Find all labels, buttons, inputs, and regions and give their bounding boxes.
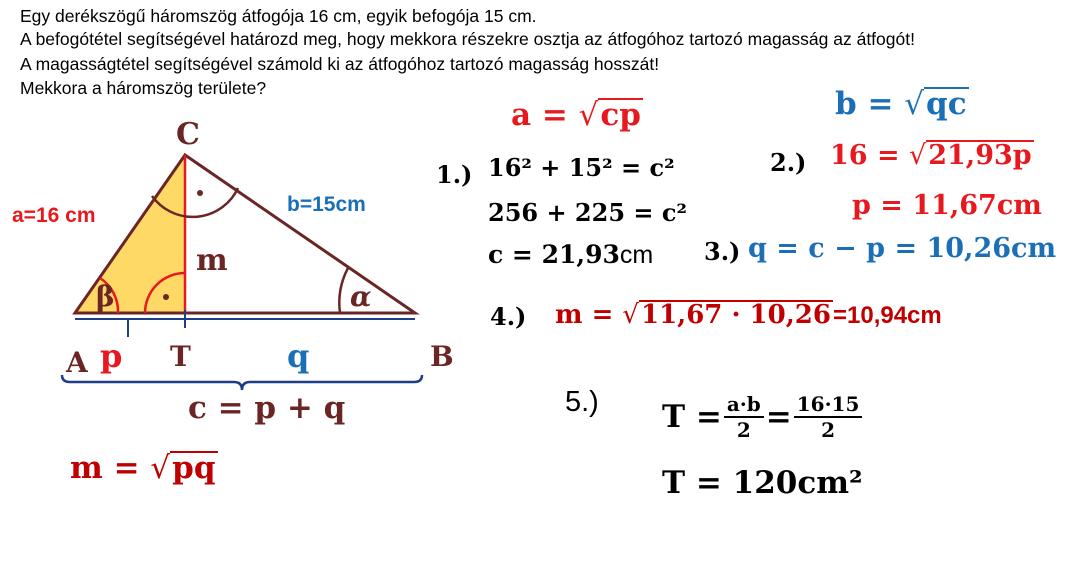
angle-alpha-label: α <box>350 280 372 313</box>
step-4-result: =10,94cm <box>832 302 942 329</box>
step-1-c-unit: cm <box>619 241 654 269</box>
leg-theorem-a-radicand: cp <box>600 97 641 133</box>
height-m-label: m <box>196 243 228 278</box>
problem-line-3: A magasságtétel segítségével számold ki az átfogóhoz tartozó magasság hosszát! <box>20 54 660 74</box>
step-5-equals: = <box>765 399 792 435</box>
step-2-radicand: 21,93p <box>928 140 1032 171</box>
problem-line-4: Mekkora a háromszög területe? <box>20 78 267 98</box>
leg-theorem-b: b = √qc <box>835 86 967 122</box>
problem-line-1: Egy derékszögű háromszög átfogója 16 cm, egyik befogója 15 cm. <box>20 6 537 26</box>
step-1-line-1: 16² + 15² = c² <box>488 153 675 182</box>
step-4-lhs: m = <box>555 300 623 330</box>
step-3-number: 3.) <box>704 237 741 266</box>
step-3-equation: q = c − p = 10,26cm <box>748 233 1057 264</box>
fraction-16-15 <box>794 392 863 442</box>
height-theorem-formula: m = √pq <box>70 450 216 486</box>
step-1-number: 1.) <box>436 160 473 189</box>
base-formula: c = p + q <box>188 390 346 426</box>
foot-t-label: T <box>170 340 191 373</box>
step-5-area-formula <box>662 392 862 442</box>
segment-p-label: p <box>100 337 123 375</box>
curly-brace <box>62 375 422 390</box>
fraction-16-15-numerator: 16·15 <box>794 392 863 418</box>
fraction-ab-numerator: a·b <box>724 392 764 418</box>
side-a-label: a=16 cm <box>12 204 96 227</box>
height-theorem-radicand: pq <box>172 450 216 486</box>
step-1-line-2: 256 + 225 = c² <box>488 198 687 227</box>
step-4-equation: m = √11,67 · 10,26=10,94cm <box>555 300 942 330</box>
step-4-radicand: 11,67 · 10,26 <box>640 300 831 330</box>
right-angle-dot-c <box>197 190 203 196</box>
problem-line-2: A befogótétel segítségével határozd meg, hogy mekkora részekre osztja az átfogóhoz tartozó magasság az átfogót! <box>20 29 915 49</box>
step-2-equation: 16 = √21,93p <box>830 140 1032 171</box>
right-angle-dot-t <box>163 294 169 300</box>
step-2-lhs: 16 = <box>830 140 909 171</box>
leg-theorem-b-radicand: qc <box>926 86 967 122</box>
fraction-ab <box>724 392 764 442</box>
height-theorem-lhs: m = <box>70 450 151 486</box>
step-5-t-label: T = <box>662 399 722 435</box>
angle-beta-label: β <box>96 280 115 313</box>
fraction-ab-denominator: 2 <box>736 418 751 442</box>
fraction-16-15-denominator: 2 <box>821 418 836 442</box>
step-4-number: 4.) <box>490 302 527 331</box>
leg-theorem-a-lhs: a = <box>511 97 579 133</box>
step-5-number: 5.) <box>565 386 599 418</box>
step-2-number: 2.) <box>770 148 807 177</box>
vertex-c-label: C <box>176 117 200 152</box>
side-b-label: b=15cm <box>287 193 366 216</box>
step-1-line-3 <box>488 240 653 270</box>
segment-q-label: q <box>287 337 310 375</box>
step-5-result: T = 120cm² <box>662 465 863 501</box>
step-2-result: p = 11,67cm <box>852 190 1042 221</box>
angle-arc-alpha <box>339 268 348 313</box>
leg-theorem-a: a = √cp <box>511 97 641 133</box>
leg-theorem-b-lhs: b = <box>835 86 905 122</box>
vertex-a-label: A <box>66 346 88 379</box>
step-1-c-value: c = 21,93 <box>488 240 620 269</box>
vertex-b-label: B <box>430 340 454 373</box>
